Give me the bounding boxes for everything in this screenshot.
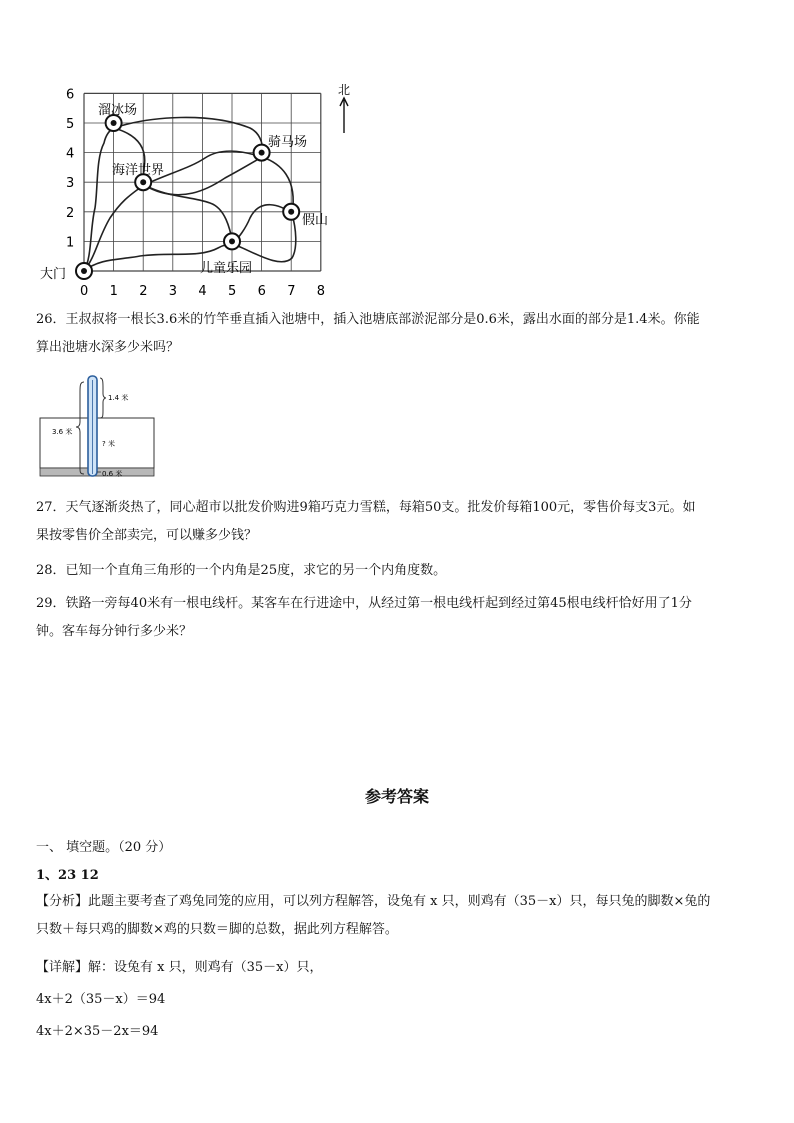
x-tick-label: 3 [168,284,178,299]
question-27-line-1: 27．天气逐渐炎热了，同心超市以批发价购进9箱巧克力雪糕，每箱50支。批发价每箱100元，零售价每支3元。如 [36,500,696,515]
y-tick-label: 4 [66,146,75,162]
y-tick-label: 5 [66,117,75,132]
y-tick-label: 3 [66,176,75,192]
coordinate-map-figure [40,78,350,308]
bamboo-top-label: 1.4 米 [108,394,129,402]
north-arrow-icon [338,83,350,133]
answer-1-detail: 【详解】解：设兔有 x 只，则鸡有（35－x）只， [36,960,323,975]
place-label-kids: 儿童乐园 [200,261,253,276]
x-tick-label: 0 [80,284,89,299]
x-tick-label: 2 [139,284,148,299]
y-tick-label: 6 [66,87,75,103]
place-label-rink: 溜冰场 [98,103,138,118]
answers-title: 参考答案 [364,787,429,806]
bamboo-bottom-label: 0.6 米 [102,470,123,478]
brace-top [100,378,106,418]
answer-1: 1、23 12 [36,868,99,883]
analysis-line-2: 只数＋每只鸡的脚数×鸡的只数＝脚的总数，据此列方程解答。 [36,922,398,937]
question-27 [36,494,760,550]
question-28 [36,557,760,585]
x-tick-label: 8 [316,284,326,299]
question-28-text: 28．已知一个直角三角形的一个内角是25度，求它的另一个内角度数。 [36,563,447,578]
map-y-axis-labels [66,87,74,250]
map-routes [84,117,296,271]
question-29 [36,590,760,646]
question-26-line-2: 算出池塘水深多少米吗？ [36,340,180,355]
north-label: 北 [338,83,350,97]
question-29-line-1: 29．铁路一旁每40米有一根电线杆。某客车在行进途中，从经过第一根电线杆起到经过第45根电线杆恰好用了1分 [36,596,692,611]
marker-kids-icon [224,233,240,249]
answers-section-heading: 一、 填空题。（20 分） [36,840,172,855]
route-kids-hill [233,214,296,262]
question-26 [36,306,760,362]
place-label-gate: 大门 [40,267,67,282]
x-tick-label: 6 [257,284,266,299]
x-tick-label: 7 [287,284,296,299]
map-x-axis-labels [80,284,325,299]
place-label-hill: 假山 [302,213,329,228]
marker-gate-icon [76,263,92,279]
y-tick-label: 1 [66,235,75,251]
bamboo-total-label: 3.6 米 [52,428,73,436]
place-label-horse: 骑马场 [268,135,308,150]
bamboo-middle-label: ? 米 [102,440,115,448]
y-tick-label: 2 [66,205,75,221]
x-tick-label: 1 [109,284,118,299]
equation-2: 4x＋2×35－2x＝94 [36,1024,159,1039]
equation-1: 4x＋2（35－x）＝94 [36,992,166,1007]
question-26-line-1: 26．王叔叔将一根长3.6米的竹竿垂直插入池塘中，插入池塘底部淤泥部分是0.6米，露出水面的部分是1.4米。你能 [36,312,700,327]
bamboo-pond-figure [36,372,166,480]
x-tick-label: 5 [228,284,237,299]
analysis-line-1: 【分析】此题主要考查了鸡兔同笼的应用，可以列方程解答，设兔有 x 只，则鸡有（35－x）只，每只兔的脚数×兔的 [36,894,711,909]
route-gate-rink [84,128,114,271]
question-29-line-2: 钟。客车每分钟行多少米？ [36,624,193,639]
answer-1-analysis [36,888,760,944]
x-tick-label: 4 [198,284,207,299]
marker-hill-icon [283,204,299,220]
place-label-ocean: 海洋世界 [112,163,165,178]
question-27-line-2: 果按零售价全部卖完，可以赚多少钱？ [36,528,258,543]
